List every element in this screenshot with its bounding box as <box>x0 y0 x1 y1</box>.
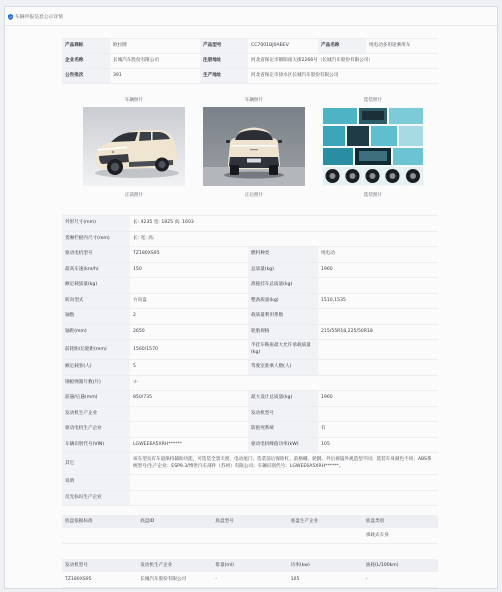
engine-table <box>62 559 438 588</box>
engine-value-row <box>62 572 438 588</box>
spec-row <box>62 247 438 263</box>
engine-header: 发动机生产企业 <box>140 562 173 568</box>
photo-caption: 正前照片 <box>124 193 144 198</box>
spec-value <box>318 278 438 293</box>
engine-header-row <box>62 559 438 572</box>
spec-value: 该车型具有车道保持辅助功能，可选装全景天窗、电动尾门；选装前后保险杠、前格栅、轮辋、外后视镜外观造型不同；选装车身颜色不同；ABS系统型号/生产企业：ESP9.3/博世汽车部件（苏州）有限公司；车辆识别代号：LGWEE6A5XRH******。 <box>133 457 432 469</box>
spec-row <box>62 340 438 360</box>
summary-row <box>62 39 438 54</box>
spec-row <box>62 360 438 376</box>
chassis-value: 承载式车身 <box>365 532 389 538</box>
spec-value: 2 <box>133 313 136 319</box>
spec-label: 最高车速(km/h) <box>62 263 130 278</box>
chassis-header-row <box>62 515 438 528</box>
spec-label: 前轮距/后轮距(mm) <box>62 340 130 359</box>
product-name-value: 纯电动多用途乘用车 <box>369 43 411 49</box>
chassis-header: 底盘ID <box>140 518 155 524</box>
optional-equipment-photo[interactable] <box>322 107 424 186</box>
spec-label: 反光标识生产企业 <box>62 491 130 506</box>
spec-row <box>62 475 438 491</box>
spec-value: 长: 4235 宽: 1825 高: 1603 <box>133 220 194 226</box>
chassis-header: 底盘型号 <box>215 518 234 524</box>
spec-label: 轴数 <box>62 309 130 324</box>
spec-value: LGWEE6A5XRH****** <box>133 441 183 447</box>
spec-row <box>62 278 438 294</box>
spec-label: 货厢栏板内尺寸(mm) <box>62 232 130 247</box>
spec-value <box>130 407 248 422</box>
spec-label: 说明 <box>62 475 130 490</box>
spec-label: 最大设计总质量(kg) <box>248 391 318 406</box>
spec-row <box>62 294 438 310</box>
spec-label: 车辆识别代号(VIN) <box>62 438 130 453</box>
brand-value: 欧拉牌 <box>113 43 127 49</box>
spec-value: 1560/1570 <box>133 346 158 352</box>
photo-heading: 选装照片 <box>363 98 383 103</box>
spec-value <box>130 278 248 293</box>
photo-heading: 车辆照片 <box>124 98 144 103</box>
page-title: 车辆申报信息公示详情 <box>15 14 63 20</box>
spec-value <box>130 422 248 437</box>
spec-value <box>318 376 438 391</box>
spec-label: 半挂车鞍座最大允许承载质量(kg) <box>248 340 318 359</box>
chassis-table <box>62 515 438 544</box>
spec-label: 其它 <box>62 453 130 474</box>
reg-address-value: 河北省保定市朝阳南大街2266号（长城汽车股份有限公司） <box>251 58 373 64</box>
company-value: 长城汽车股份有限公司 <box>113 58 159 64</box>
spec-label: 驱动电机型号 <box>62 247 130 262</box>
spec-label: 载质量利用系数 <box>248 309 318 324</box>
spec-value <box>318 340 438 359</box>
spec-value <box>318 360 438 375</box>
engine-header: 油耗(L/100km) <box>365 562 399 568</box>
spec-row <box>62 216 438 232</box>
engine-value: - <box>365 576 368 582</box>
spec-value: 1510,1535 <box>321 297 346 303</box>
reg-address-label: 注册地址 <box>200 54 248 68</box>
photo-heading: 车辆照片 <box>244 98 264 103</box>
spec-label: 驱动电机峰值功率(kW) <box>248 438 318 453</box>
spec-label: 额定载客(人) <box>62 360 130 375</box>
spec-label: 准拖挂车总质量(kg) <box>248 278 318 293</box>
spec-value: TZ180XS95 <box>133 251 160 257</box>
spec-value <box>318 407 438 422</box>
engine-header: 功率(kw) <box>290 562 310 568</box>
engine-value: TZ180XS95 <box>65 576 92 582</box>
spec-value: 1960 <box>321 266 333 272</box>
spec-label: 总质量(kg) <box>248 263 318 278</box>
vehicle-rear-photo[interactable] <box>203 107 305 186</box>
spec-value: 方向盘 <box>133 297 147 303</box>
spec-label: 外形尺寸(mm) <box>62 216 130 231</box>
spec-row <box>62 422 438 438</box>
model-value: CC7001BJ0ABEV <box>251 43 289 49</box>
spec-row <box>62 407 438 423</box>
chassis-header: 底盘类别 <box>365 518 385 524</box>
spec-label <box>248 376 318 391</box>
batch-label: 公告批次 <box>62 69 110 83</box>
engine-value: - <box>215 576 218 582</box>
spec-label: 转向型式 <box>62 294 130 309</box>
spec-row <box>62 391 438 407</box>
chassis-header: 底盘生产企业 <box>290 518 319 524</box>
spec-value: 纯电动 <box>321 251 335 257</box>
spec-label: 防抱死系统 <box>248 422 318 437</box>
chassis-value-row <box>62 528 438 544</box>
brand-label: 产品商标 <box>62 39 110 53</box>
model-label: 产品型号 <box>200 39 248 53</box>
engine-header: 发动机型号 <box>65 562 88 568</box>
spec-value: 105 <box>321 441 330 447</box>
spec-table <box>62 215 438 506</box>
spec-row <box>62 491 438 507</box>
spec-label: 轮胎规格 <box>248 325 318 340</box>
summary-table <box>62 38 438 84</box>
company-label: 企业名称 <box>62 54 110 68</box>
spec-value: 长: 宽: 高: <box>133 235 155 241</box>
chassis-value <box>137 528 212 543</box>
spec-value: 2650 <box>133 328 145 334</box>
header-divider <box>5 25 497 26</box>
spec-value <box>318 309 438 324</box>
chassis-value <box>212 528 287 543</box>
spec-label: 钢板弹簧片数(片) <box>62 376 130 391</box>
engine-value: 105 <box>290 576 300 582</box>
spec-value: 215/55R18,225/50R18 <box>321 328 373 334</box>
spec-row <box>62 232 438 248</box>
spec-row <box>62 376 438 392</box>
photo-caption: 选装照片 <box>363 193 383 198</box>
vehicle-front-photo[interactable] <box>83 107 185 186</box>
spec-label: 轴距(mm) <box>62 325 130 340</box>
spec-row <box>62 438 438 454</box>
spec-value <box>130 475 438 490</box>
chassis-value <box>288 528 363 543</box>
chassis-header: 底盘依据标准 <box>65 518 93 524</box>
spec-label: 发动机型号 <box>248 407 318 422</box>
engine-header: 排量(ml) <box>215 562 234 568</box>
spec-value: -/- <box>133 379 138 385</box>
spec-label: 整备质量(kg) <box>248 294 318 309</box>
spec-value: 850/735 <box>133 395 153 401</box>
summary-row <box>62 69 438 84</box>
spec-label: 驾驶室准乘人数(人) <box>248 360 318 375</box>
engine-value: 长城汽车股份有限公司 <box>140 576 187 582</box>
spec-row <box>62 263 438 279</box>
spec-value: 1960 <box>321 395 333 401</box>
product-name-label: 产品名称 <box>318 39 366 53</box>
photo-caption: 正后照片 <box>244 193 264 198</box>
prod-address-value: 河北省保定市徐水区长城汽车股份有限公司 <box>251 73 339 79</box>
spec-value: 有 <box>321 426 326 432</box>
chassis-value <box>62 528 137 543</box>
prod-address-label: 生产地址 <box>200 69 248 83</box>
spec-value <box>130 491 438 506</box>
spec-label: 驱动电机生产企业 <box>62 422 130 437</box>
spec-value: 150 <box>133 266 142 272</box>
spec-row <box>62 309 438 325</box>
spec-value: 5 <box>133 364 136 370</box>
batch-value: 391 <box>113 73 122 79</box>
spec-label: 发动机生产企业 <box>62 407 130 422</box>
spec-label: 额定载质量(kg) <box>62 278 130 293</box>
shield-icon <box>8 14 13 20</box>
spec-label: 前悬/后悬(mm) <box>62 391 130 406</box>
spec-row <box>62 325 438 341</box>
spec-label: 燃料种类 <box>248 247 318 262</box>
spec-row <box>62 453 438 475</box>
summary-row <box>62 54 438 69</box>
